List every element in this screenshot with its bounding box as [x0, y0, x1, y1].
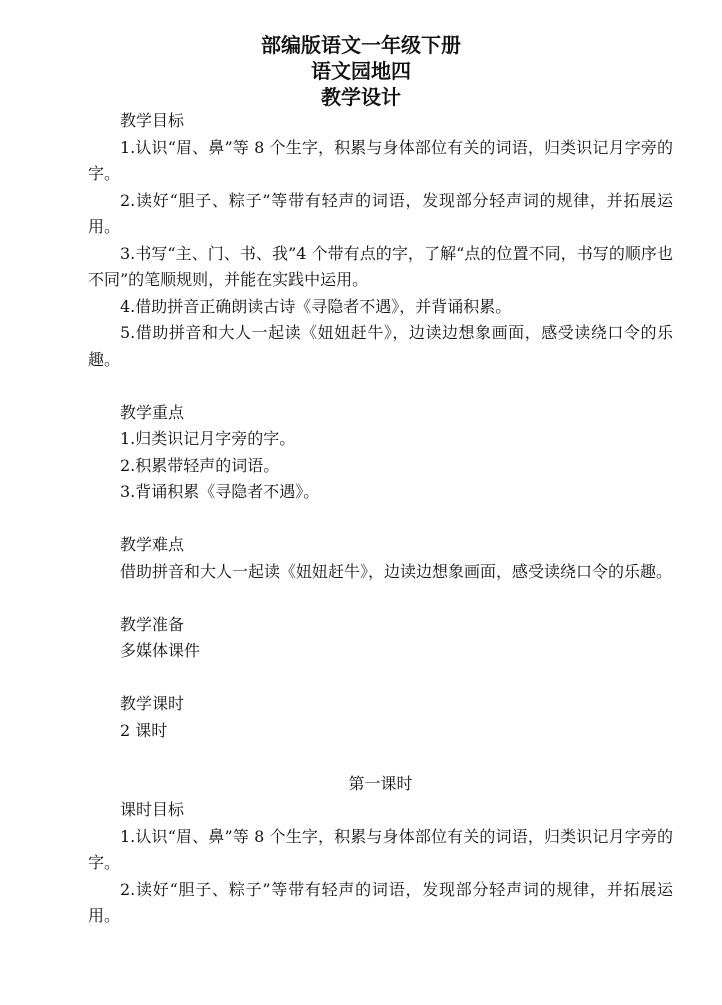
- key-points-heading: 教学重点: [120, 402, 185, 422]
- spacer: [88, 665, 673, 692]
- periods-text: 2 课时: [120, 720, 168, 740]
- preparation-text: 多媒体课件: [120, 641, 201, 660]
- title-block: [0, 32, 722, 110]
- document-subtitle-2: 教学设计: [321, 85, 401, 109]
- difficulties-text: 借助拼音和大人一起读《妞妞赶牛》，边读边想象画面，感受读绕口令的乐趣。: [120, 561, 673, 581]
- document-subtitle: 语文园地四: [311, 59, 411, 83]
- difficulties-heading: 教学难点: [120, 535, 185, 554]
- goal-item-1: 1.认识“眉、鼻”等 8 个生字，积累与身体部位有关的词语，归类识记月字旁的字。: [88, 137, 673, 183]
- goal-item-5: 5.借助拼音和大人一起读《妞妞赶牛》，边读边想象画面，感受读绕口令的乐趣。: [88, 323, 673, 369]
- lesson1-goals-heading: 课时目标: [120, 800, 185, 819]
- goal-item-4: 4.借助拼音正确朗读古诗《寻隐者不遇》，并背诵积累。: [120, 296, 512, 316]
- key-point-item-3: 3.背诵积累《寻隐者不遇》。: [120, 482, 320, 501]
- spacer: [88, 373, 673, 400]
- document-title: 部编版语文一年级下册: [261, 33, 461, 57]
- key-point-item-1: 1.归类识记月字旁的字。: [120, 429, 296, 448]
- lesson1-title: 第一课时: [348, 773, 413, 793]
- goals-heading: 教学目标: [120, 111, 185, 130]
- preparation-heading: 教学准备: [120, 614, 185, 634]
- goal-item-3: 3.书写“主、门、书、我”4 个带有点的字，了解“点的位置不同，书写的顺序也不同”的笔顺规则，并能在实践中运用。: [88, 243, 673, 289]
- goal-item-2: 2.读好“胆子、粽子”等带有轻声的词语，发现部分轻声词的规律，并拓展运用。: [88, 190, 673, 236]
- lesson1-goal-item-1: 1.认识“眉、鼻”等 8 个生字，积累与身体部位有关的词语，归类识记月字旁的字。: [88, 826, 673, 872]
- spacer: [88, 506, 673, 533]
- spacer: [88, 744, 673, 771]
- periods-heading: 教学课时: [120, 694, 185, 713]
- document-body: [88, 108, 673, 930]
- key-point-item-2: 2.积累带轻声的词语。: [120, 455, 280, 475]
- lesson1-goal-item-2: 2.读好“胆子、粽子”等带有轻声的词语，发现部分轻声词的规律，并拓展运用。: [88, 879, 673, 925]
- spacer: [88, 585, 673, 612]
